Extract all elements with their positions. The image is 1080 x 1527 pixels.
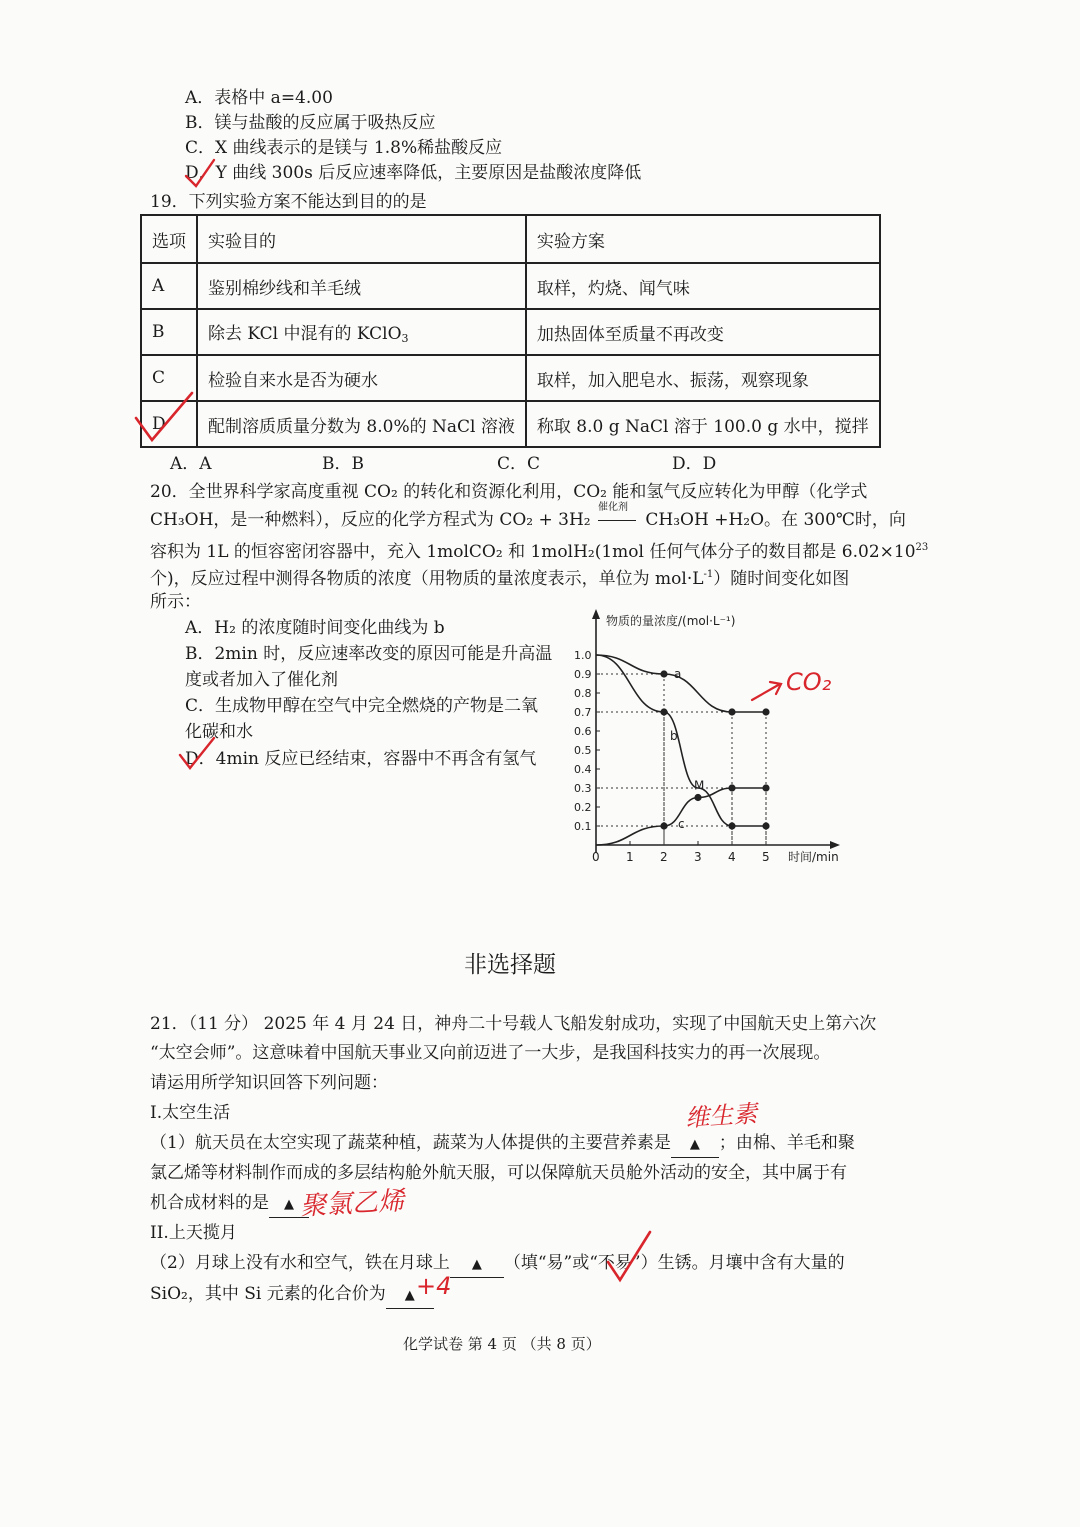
table-cell: A	[141, 263, 197, 309]
table-cell: C	[141, 355, 197, 401]
y-tick-label: 0.1	[574, 820, 592, 833]
series-label-b: b	[670, 729, 678, 743]
q20-line2-b: CH₃OH +H₂O。在 300℃时，向	[645, 510, 906, 530]
table-row	[141, 355, 880, 401]
x-axis-label: 时间/min	[788, 850, 839, 864]
q21-p1-line1	[150, 1131, 855, 1158]
x-tick-label: 5	[762, 850, 770, 864]
data-point-a	[728, 708, 735, 715]
data-point-b	[728, 822, 735, 829]
q20-line4-end: ）随时间变化如图	[713, 569, 850, 589]
q21-p2-text-end: （填“易”或“不易”）生锈。月壤中含有大量的	[503, 1253, 845, 1273]
q19-choice-a: A．A	[170, 454, 212, 474]
q21-line1: 21．（11 分） 2025 年 4 月 24 日，神舟二十号载人飞船发射成功，实现了中国航天史上第六次	[150, 1014, 877, 1034]
blank-marker: ▲	[689, 1137, 700, 1152]
data-point-a	[762, 708, 769, 715]
table-header-cell: 实验目的	[197, 215, 526, 263]
q19-stem: 19．下列实验方案不能达到目的的是	[150, 192, 427, 212]
y-tick-label: 0.5	[574, 744, 592, 757]
table-cell: 加热固体至质量不再改变	[526, 309, 880, 355]
y-tick-label: 1.0	[574, 649, 592, 662]
q21-p1-text: 机合成材料的是	[150, 1193, 269, 1213]
answer-blank-3[interactable]	[450, 1251, 504, 1278]
q20-line3-text: 容积为 1L 的恒容密闭容器中，充入 1molCO₂ 和 1molH₂(1mol 任何气体分子的数目都是 6.02×10	[150, 542, 916, 562]
y-tick-label: 0.9	[574, 668, 592, 681]
cell-text: 除去 KCl 中混有的 KClO	[208, 324, 402, 344]
q19-choice-d: D．D	[672, 454, 717, 474]
point-label-m: M	[694, 778, 705, 793]
handwritten-answer-valence: +4	[416, 1272, 452, 1300]
q21-p2-line2	[150, 1282, 434, 1309]
q18-option-c: C．X 曲线表示的是镁与 1.8%稀盐酸反应	[185, 138, 503, 158]
table-cell: 鉴别棉纱线和羊毛绒	[197, 263, 526, 309]
q21-p1-line2: 氯乙烯等材料制作而成的多层结构舱外航天服，可以保障航天员舱外活动的安全，其中属于有	[150, 1163, 847, 1183]
concentration-chart	[560, 605, 860, 870]
q21-section-1: I.太空生活	[150, 1103, 231, 1123]
data-point-b	[660, 708, 667, 715]
x-axis-arrow	[830, 841, 840, 849]
q20-line5: 所示：	[150, 592, 201, 612]
data-point-c	[728, 784, 735, 791]
series-label-c: c	[678, 817, 685, 831]
q18-option-d: D．Y 曲线 300s 后反应速率降低，主要原因是盐酸浓度降低	[185, 163, 642, 183]
q20-line3	[150, 536, 928, 564]
q20-option-c1: C．生成物甲醇在空气中完全燃烧的产物是二氧	[185, 696, 539, 716]
q20-line4-text: 个)，反应过程中测得各物质的浓度（用物质的量浓度表示，单位为 mol·L	[150, 569, 704, 589]
superscript: 23	[915, 542, 929, 553]
table-row	[141, 401, 880, 447]
q20-option-b1: B．2min 时，反应速率改变的原因可能是升高温	[185, 644, 553, 664]
page-footer: 化学试卷 第 4 页 （共 8 页）	[403, 1335, 601, 1353]
table-header-row	[141, 215, 880, 263]
handwritten-answer-material: 聚氯乙烯	[299, 1186, 405, 1222]
data-point-c	[660, 822, 667, 829]
series-line-a	[596, 655, 766, 712]
answer-blank-1[interactable]	[671, 1131, 719, 1158]
q21-p1-text: （1）航天员在太空实现了蔬菜种植，蔬菜为人体提供的主要营养素是	[150, 1133, 671, 1153]
q19-choice-b: B．B	[322, 454, 364, 474]
x-tick-label: 3	[694, 850, 702, 864]
q19-table	[140, 214, 881, 448]
q18-option-a: A．表格中 a=4.00	[185, 88, 333, 108]
q20-option-b2: 度或者加入了催化剂	[185, 670, 338, 690]
table-cell: 取样，加入肥皂水、振荡，观察现象	[526, 355, 880, 401]
table-header-cell: 选项	[141, 215, 197, 263]
equation-arrow	[596, 501, 640, 531]
q21-line3: 请运用所学知识回答下列问题：	[150, 1073, 388, 1093]
q21-p1-text-end: ；由棉、羊毛和聚	[718, 1133, 855, 1153]
x-tick-label: 4	[728, 850, 736, 864]
data-point-c	[762, 784, 769, 791]
y-tick-label: 0.4	[574, 763, 592, 776]
table-cell: 称取 8.0 g NaCl 溶于 100.0 g 水中，搅拌	[526, 401, 880, 447]
q21-line2: “太空会师”。这意味着中国航天事业又向前迈进了一大步，是我国科技实力的再一次展现。	[150, 1043, 831, 1063]
y-tick-label: 0.3	[574, 782, 592, 795]
q20-line2	[150, 501, 906, 532]
series-label-a: a	[674, 667, 682, 681]
q20-option-a: A．H₂ 的浓度随时间变化曲线为 b	[185, 618, 445, 638]
table-row	[141, 309, 880, 355]
data-point-a	[660, 670, 667, 677]
q20-option-c2: 化碳和水	[185, 722, 253, 742]
x-tick-label: 2	[660, 850, 668, 864]
q21-p2-text: （2）月球上没有水和空气，铁在月球上	[150, 1253, 450, 1273]
table-cell: 检验自来水是否为硬水	[197, 355, 526, 401]
handwritten-chart-label: CO₂	[786, 668, 832, 696]
table-cell: B	[141, 309, 197, 355]
equation-line	[598, 520, 636, 521]
y-tick-label: 0.2	[574, 801, 592, 814]
y-axis-label: 物质的量浓度/(mol·L⁻¹)	[606, 614, 736, 628]
q21-section-2: II.上天揽月	[150, 1223, 237, 1243]
table-cell: D	[141, 401, 197, 447]
q19-choice-c: C．C	[497, 454, 541, 474]
table-cell: 取样，灼烧、闻气味	[526, 263, 880, 309]
catalyst-label: 催化剂	[598, 501, 628, 513]
blank-marker: ▲	[471, 1257, 482, 1272]
q20-line4	[150, 563, 849, 591]
q20-line1: 20．全世界科学家高度重视 CO₂ 的转化和资源化利用，CO₂ 能和氢气反应转化为甲醇（化学式	[150, 482, 868, 502]
y-tick-label: 0.6	[574, 725, 592, 738]
subscript: 3	[401, 332, 409, 345]
q21-p1-line3	[150, 1191, 309, 1218]
q20-option-d: D．4min 反应已经结束，容器中不再含有氢气	[185, 749, 537, 769]
superscript: -1	[703, 569, 714, 580]
q21-p2-text: SiO₂，其中 Si 元素的化合价为	[150, 1284, 386, 1304]
x-tick-label: 0	[592, 850, 600, 864]
data-point-m	[694, 794, 701, 801]
table-cell	[197, 309, 526, 355]
table-cell: 配制溶质质量分数为 8.0%的 NaCl 溶液	[197, 401, 526, 447]
x-tick-label: 1	[626, 850, 634, 864]
q18-option-b: B．镁与盐酸的反应属于吸热反应	[185, 113, 436, 133]
y-axis-arrow	[592, 609, 600, 619]
data-point-b	[762, 822, 769, 829]
y-tick-label: 0.7	[574, 706, 592, 719]
handwritten-answer-nutrient: 维生素	[684, 1099, 759, 1133]
blank-marker: ▲	[284, 1197, 294, 1212]
table-header-cell: 实验方案	[526, 215, 880, 263]
table-row	[141, 263, 880, 309]
y-tick-label: 0.8	[574, 687, 592, 700]
section-title: 非选择题	[464, 952, 556, 978]
q20-line2-a: CH₃OH，是一种燃料），反应的化学方程式为 CO₂ + 3H₂	[150, 510, 591, 530]
blank-marker: ▲	[404, 1288, 415, 1303]
q21-p2-line1	[150, 1251, 845, 1278]
